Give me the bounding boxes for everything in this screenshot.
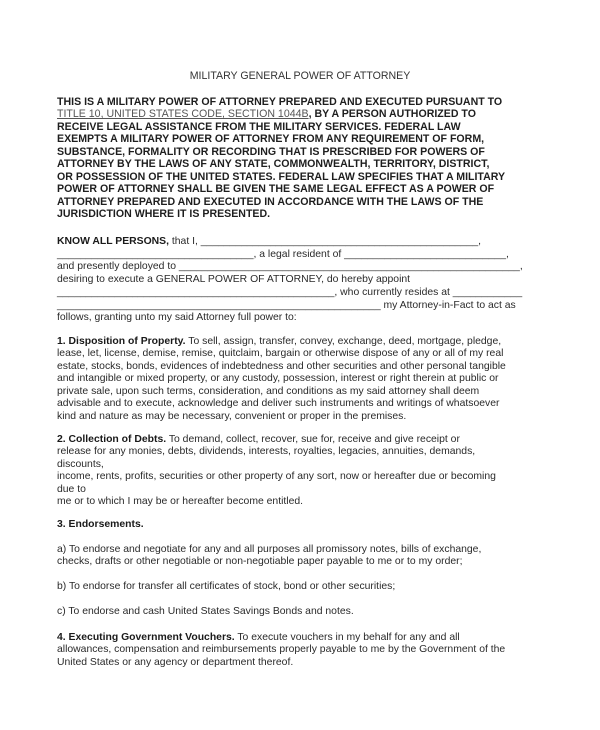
- section-heading: 2. Collection of Debts.: [57, 434, 167, 445]
- section-debts: [57, 434, 557, 509]
- appointment-clause: [57, 236, 557, 325]
- section-line: income, rents, profits, securities or other property of any sort, now or hereafter due or becoming: [57, 471, 496, 483]
- document-title: MILITARY GENERAL POWER OF ATTORNEY: [189, 70, 411, 82]
- section-line: estate, stocks, bonds, evidences of indebtedness and other securities and other personal tangible: [57, 360, 506, 372]
- attorney-blank[interactable]: ________________________________________________, who currently resides at ____________: [57, 286, 523, 298]
- section-line: kind and nature as may be necessary, convenient or proper in the premises.: [57, 410, 407, 422]
- section-line: due to: [57, 483, 86, 495]
- endorse-c: c) To endorse and cash United States Savings Bonds and notes.: [57, 606, 354, 618]
- resident-blank[interactable]: __________________________________, a legal resident of ____________________________,: [57, 248, 509, 260]
- section-text: To execute vouchers in my behalf for any and all: [234, 632, 460, 643]
- section-endorsements: [57, 519, 557, 619]
- endorse-a: a) To endorse and negotiate for any and all purposes all promissory notes, bills of exchange,: [57, 543, 482, 555]
- section-line: allowances, compensation and reimbursements properly payable to me by the Government of the: [57, 644, 506, 656]
- section-heading: 1. Disposition of Property.: [57, 336, 186, 347]
- section-line: United States or any agency or department thereof.: [57, 656, 294, 668]
- preamble-line: ATTORNEY PREPARED AND EXECUTED IN ACCORDANCE WITH THE LAWS OF THE: [57, 195, 484, 208]
- clause-line: desiring to execute a GENERAL POWER OF ATTORNEY, do hereby appoint: [57, 274, 411, 286]
- know-heading: KNOW ALL PERSONS,: [57, 236, 169, 247]
- section-text: To sell, assign, transfer, convey, exchange, deed, mortgage, pledge,: [185, 336, 502, 347]
- preamble-line: THIS IS A MILITARY POWER OF ATTORNEY PREPARED AND EXECUTED PURSUANT TO: [57, 96, 503, 108]
- section-line: advisable and to execute, acknowledge and deliver such instruments and writings of whatsoever: [57, 398, 500, 410]
- statute-link[interactable]: TITLE 10, UNITED STATES CODE, SECTION 1044B: [57, 108, 309, 121]
- clause-line: follows, granting unto my said Attorney full power to:: [57, 312, 297, 324]
- section-line: me or to which I may be or hereafter become entitled.: [57, 496, 304, 508]
- preamble-line: SUBSTANCE, FORMALITY OR RECORDING THAT IS PRESCRIBED FOR POWERS OF: [57, 145, 485, 158]
- name-blank[interactable]: that I, ________________________________________________,: [169, 236, 482, 247]
- section-line: discounts,: [57, 458, 104, 470]
- section-line: private sale, upon such terms, consideration, and conditions as my said attorney shall deem: [57, 385, 480, 397]
- section-heading: 4. Executing Government Vouchers.: [57, 632, 235, 643]
- preamble-line: ATTORNEY BY THE LAWS OF ANY STATE, COMMONWEALTH, TERRITORY, DISTRICT,: [57, 158, 490, 171]
- section-vouchers: [57, 632, 557, 669]
- section-line: and intangible or mixed property, or any custody, possession, interest or right therein at public or: [57, 373, 499, 385]
- endorse-b: b) To endorse for transfer all certificates of stock, bond or other securities;: [57, 581, 396, 593]
- preamble-line: [57, 108, 557, 120]
- preamble-line: EXEMPTS A MILITARY POWER OF ATTORNEY FROM ANY REQUIREMENT OF FORM,: [57, 133, 485, 146]
- section-line: [57, 632, 557, 644]
- preamble-line: JURISDICTION WHERE IT IS PRESENTED.: [57, 208, 271, 221]
- deployed-blank[interactable]: and presently deployed to ___________________________________________________________,: [57, 261, 523, 273]
- section-line: [57, 434, 557, 446]
- section-heading: 3. Endorsements.: [57, 519, 144, 530]
- preamble-text: , BY A PERSON AUTHORIZED TO: [308, 108, 476, 121]
- endorse-a-cont: checks, drafts or other negotiable or non-negotiable paper payable to me or to my order;: [57, 556, 463, 568]
- preamble: [57, 96, 557, 221]
- section-text: To demand, collect, recover, sue for, receive and give receipt or: [166, 434, 460, 445]
- section-line: release for any monies, debts, dividends, interests, royalties, legacies, annuities, demands,: [57, 446, 476, 458]
- preamble-line: POWER OF ATTORNEY SHALL BE GIVEN THE SAME LEGAL EFFECT AS A POWER OF: [57, 183, 495, 196]
- preamble-line: OR POSSESSION OF THE UNITED STATES. FEDERAL LAW SPECIFIES THAT A MILITARY: [57, 170, 506, 183]
- section-line: [57, 336, 557, 348]
- section-line: lease, let, license, demise, remise, quitclaim, bargain or otherwise dispose of any or all of my real: [57, 348, 504, 360]
- section-disposition: [57, 336, 557, 423]
- address-blank[interactable]: ________________________________________________________ my Attorney-in-Fact to act as: [57, 299, 516, 311]
- preamble-line: RECEIVE LEGAL ASSISTANCE FROM THE MILITARY SERVICES. FEDERAL LAW: [57, 120, 461, 133]
- clause-line: [57, 236, 557, 249]
